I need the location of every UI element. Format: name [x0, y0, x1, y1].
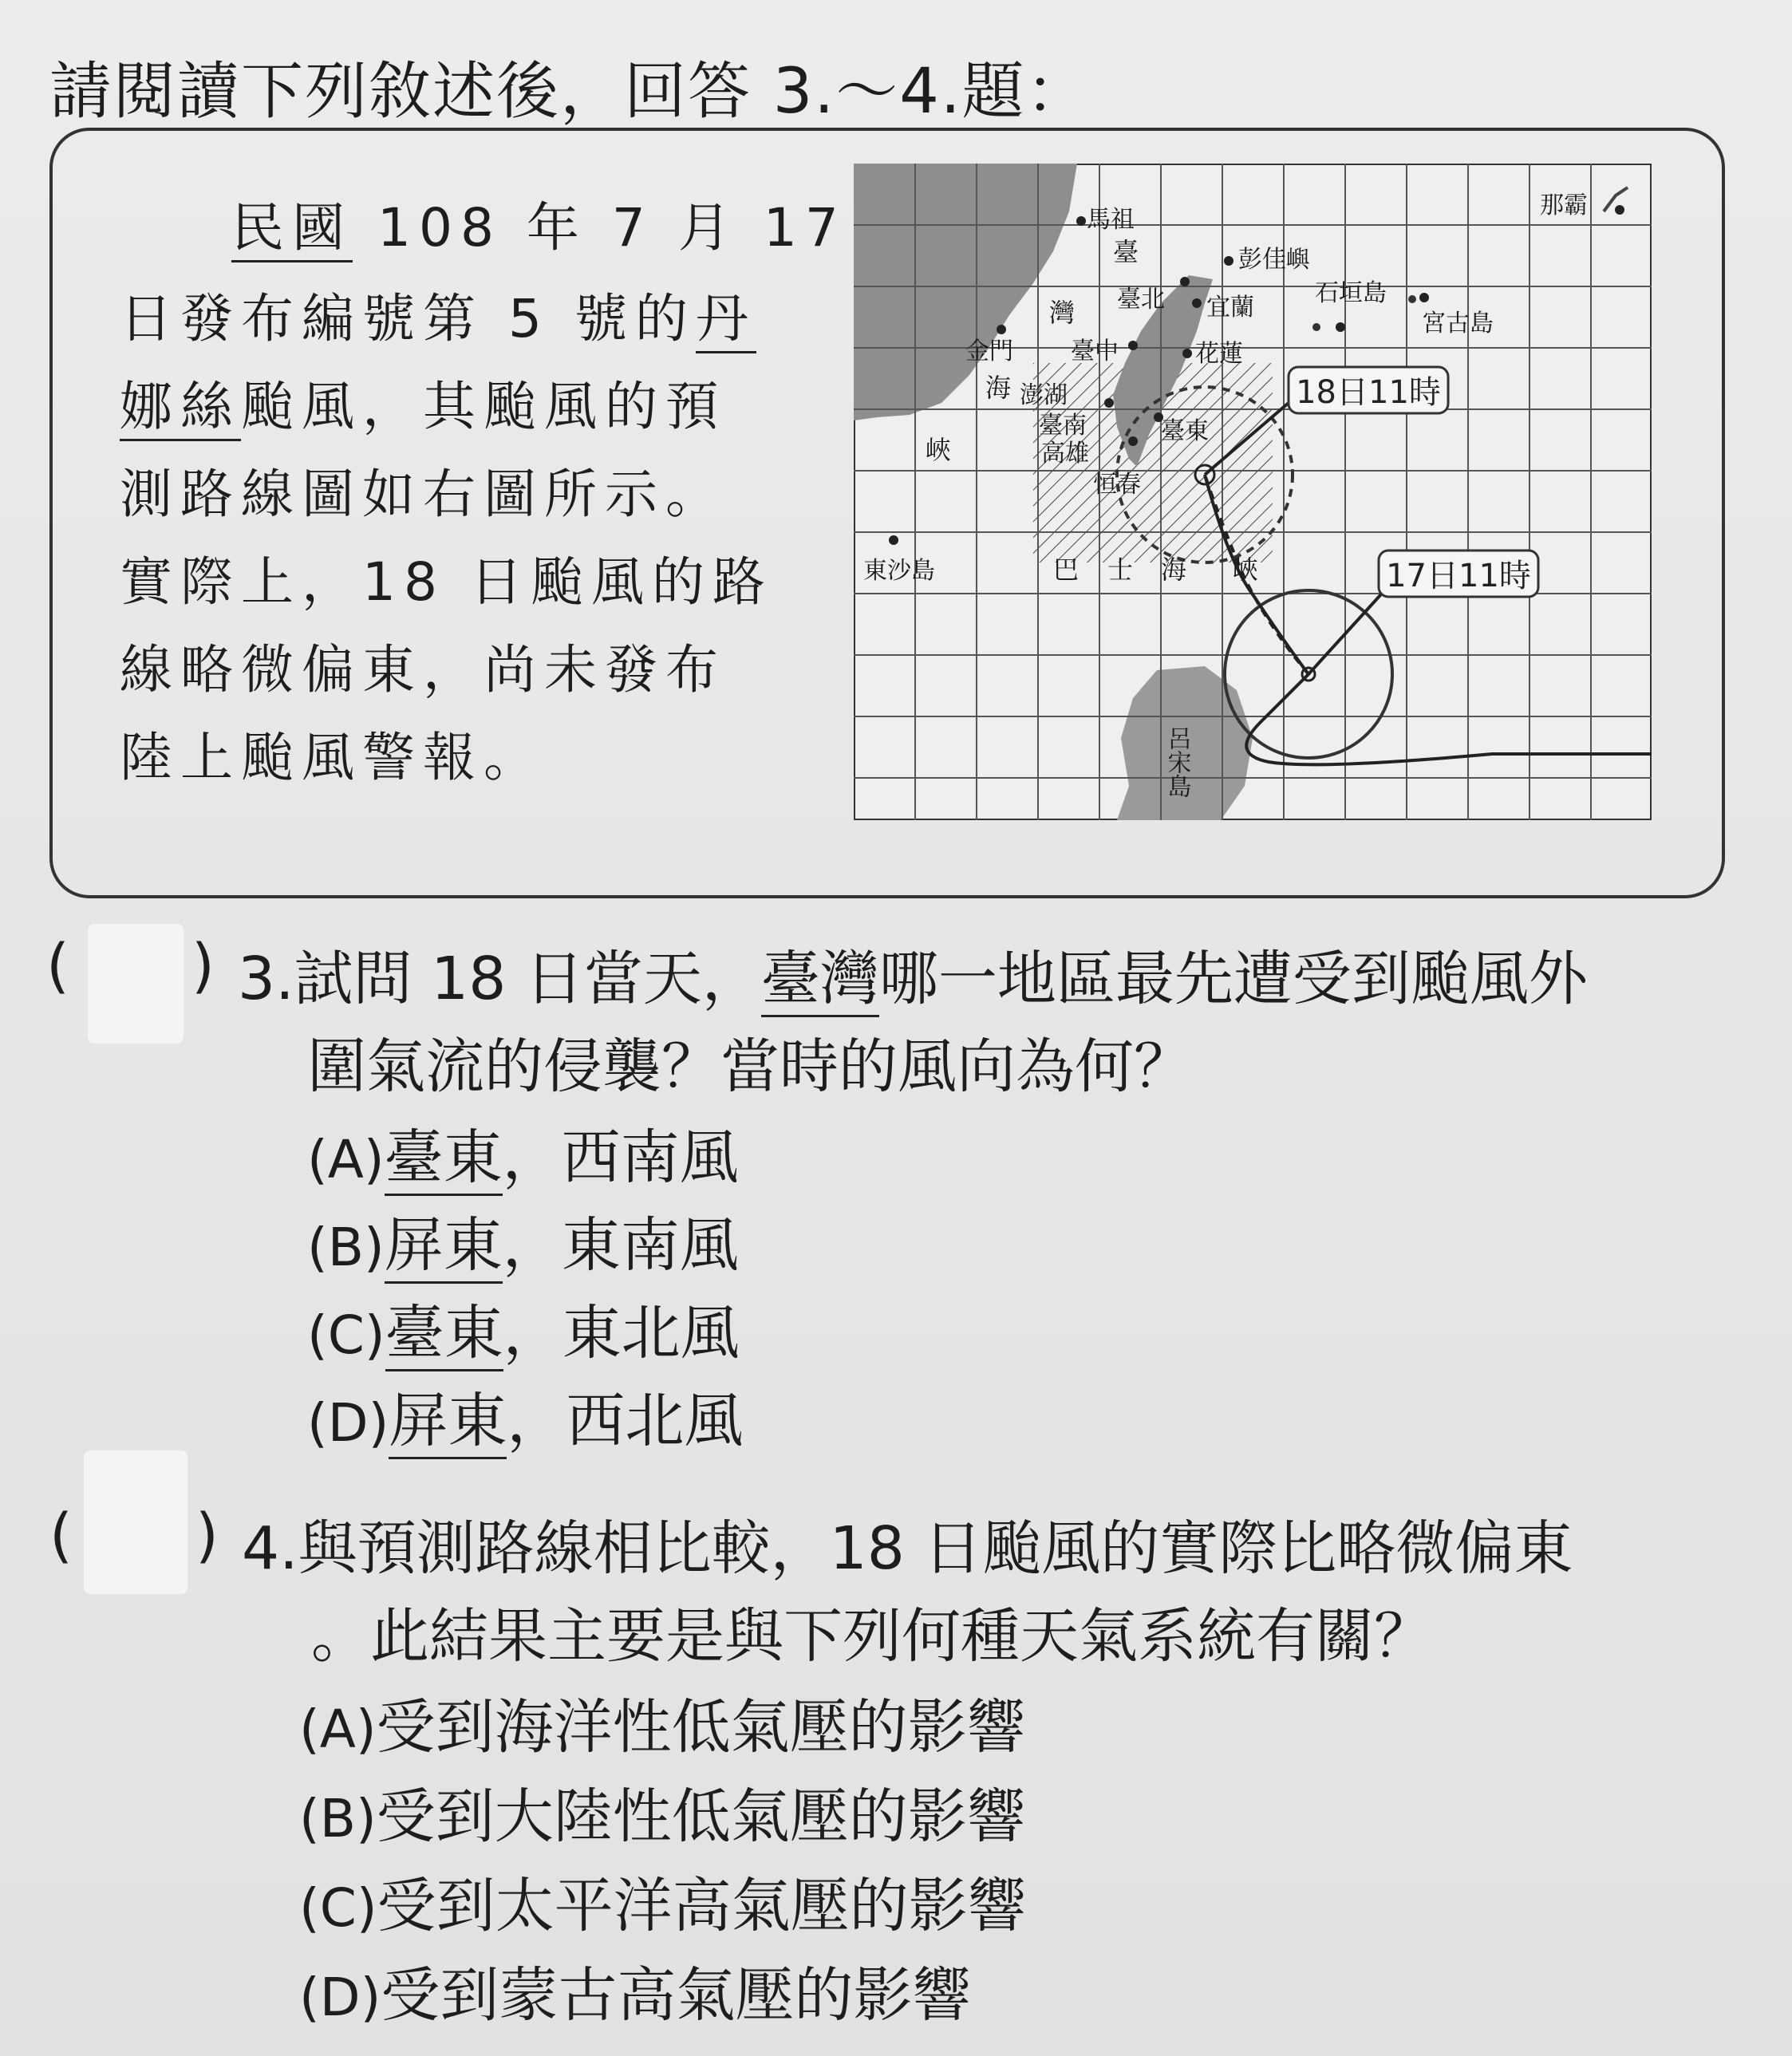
- q3-answer-blank[interactable]: [88, 924, 184, 1044]
- q4-answer-paren-open: (: [49, 1502, 73, 1570]
- q4-option-a[interactable]: (A)受到海洋性低氣壓的影響: [299, 1693, 1026, 1762]
- label-taichung: 臺中: [1071, 337, 1119, 365]
- label-tainan: 臺南: [1039, 412, 1087, 440]
- label-hualien: 花蓮: [1195, 340, 1243, 368]
- q3-option-c[interactable]: (C)臺東，東北風: [307, 1286, 740, 1371]
- q3-option-a[interactable]: (A)臺東，西南風: [307, 1111, 739, 1195]
- time-label-18: 18日11時: [1296, 374, 1441, 411]
- q4-answer-paren-close: ): [195, 1502, 219, 1570]
- passage-line-5: 實際上，18 日颱風的路: [120, 551, 773, 613]
- label-ishigaki: 石垣島: [1315, 279, 1387, 307]
- typhoon-track-map: [854, 164, 1652, 820]
- q3-answer-paren-open: (: [46, 932, 69, 1000]
- passage-line-3: 娜絲颱風，其颱風的預: [120, 364, 726, 440]
- intro-instruction: 請閱讀下列敘述後，回答 3.～4.題：: [49, 56, 1090, 128]
- passage-line-1: 民國 108 年 7 月 17: [120, 185, 847, 261]
- label-naha: 那霸: [1540, 191, 1588, 219]
- q4-stem-line-2: 。此結果主要是與下列何種天氣系統有關？: [311, 1602, 1433, 1671]
- q3-stem-line-1: 3.試問 18 日當天，臺灣哪一地區最先遭受到颱風外: [238, 932, 1588, 1016]
- label-tai: 臺: [1113, 237, 1139, 267]
- label-wan: 灣: [1049, 298, 1076, 328]
- q4-number: 4.: [242, 1514, 298, 1583]
- label-luzon: 呂宋島: [1162, 726, 1191, 798]
- label-shi: 士: [1107, 554, 1134, 585]
- label-pengjia: 彭佳嶼: [1238, 246, 1310, 274]
- q4-answer-blank[interactable]: [84, 1450, 187, 1594]
- q4-option-d[interactable]: (D)受到蒙古高氣壓的影響: [299, 1961, 972, 2030]
- label-xia2: 峽: [1233, 554, 1259, 585]
- label-hai: 海: [985, 373, 1012, 403]
- label-taipei: 臺北: [1117, 286, 1165, 314]
- label-hengchun: 恒春: [1093, 471, 1141, 499]
- q3-number: 3.: [238, 945, 294, 1013]
- q4-stem-line-1: 4.與預測路線相比較，18 日颱風的實際比略微偏東: [242, 1514, 1573, 1583]
- q3-option-d[interactable]: (D)屏東，西北風: [307, 1374, 743, 1458]
- passage-line-4: 測路線圖如右圖所示。: [120, 464, 726, 525]
- country-name: 民國: [231, 197, 353, 262]
- passage-line-2: 日發布編號第 5 號的丹: [120, 276, 756, 352]
- q3-option-b[interactable]: (B)屏東，東南風: [307, 1198, 739, 1283]
- miyako-mark: [1408, 295, 1416, 303]
- time-label-17: 17日11時: [1386, 558, 1531, 594]
- q3-stem-line-2: 圍氣流的侵襲？當時的風向為何？: [307, 1032, 1193, 1101]
- label-ba: 巴: [1053, 554, 1080, 585]
- label-kaohsiung: 高雄: [1041, 440, 1089, 468]
- label-penghu: 澎湖: [1020, 381, 1068, 409]
- typhoon-name-part1: 丹: [696, 288, 756, 353]
- passage-line-7: 陸上颱風警報。: [120, 727, 544, 788]
- label-kinmen: 金門: [965, 337, 1013, 365]
- ishigaki-mark: [1312, 323, 1320, 331]
- q4-option-c[interactable]: (C)受到太平洋高氣壓的影響: [299, 1872, 1027, 1940]
- q3-answer-paren-close: ): [191, 932, 215, 1000]
- label-mazu: 馬祖: [1087, 206, 1135, 234]
- label-miyako: 宮古島: [1422, 310, 1494, 337]
- label-xia: 峽: [926, 435, 952, 465]
- q4-option-b[interactable]: (B)受到大陸性低氣壓的影響: [299, 1782, 1026, 1851]
- label-yilan: 宜蘭: [1206, 294, 1254, 322]
- label-hai2: 海: [1161, 554, 1187, 585]
- passage-line-6: 線略微偏東，尚未發布: [120, 639, 726, 700]
- label-dongsha: 東沙島: [863, 557, 935, 585]
- label-taitung: 臺東: [1161, 417, 1209, 445]
- typhoon-name-part2: 娜絲: [120, 376, 241, 441]
- q3-name-taiwan: 臺灣: [761, 945, 879, 1017]
